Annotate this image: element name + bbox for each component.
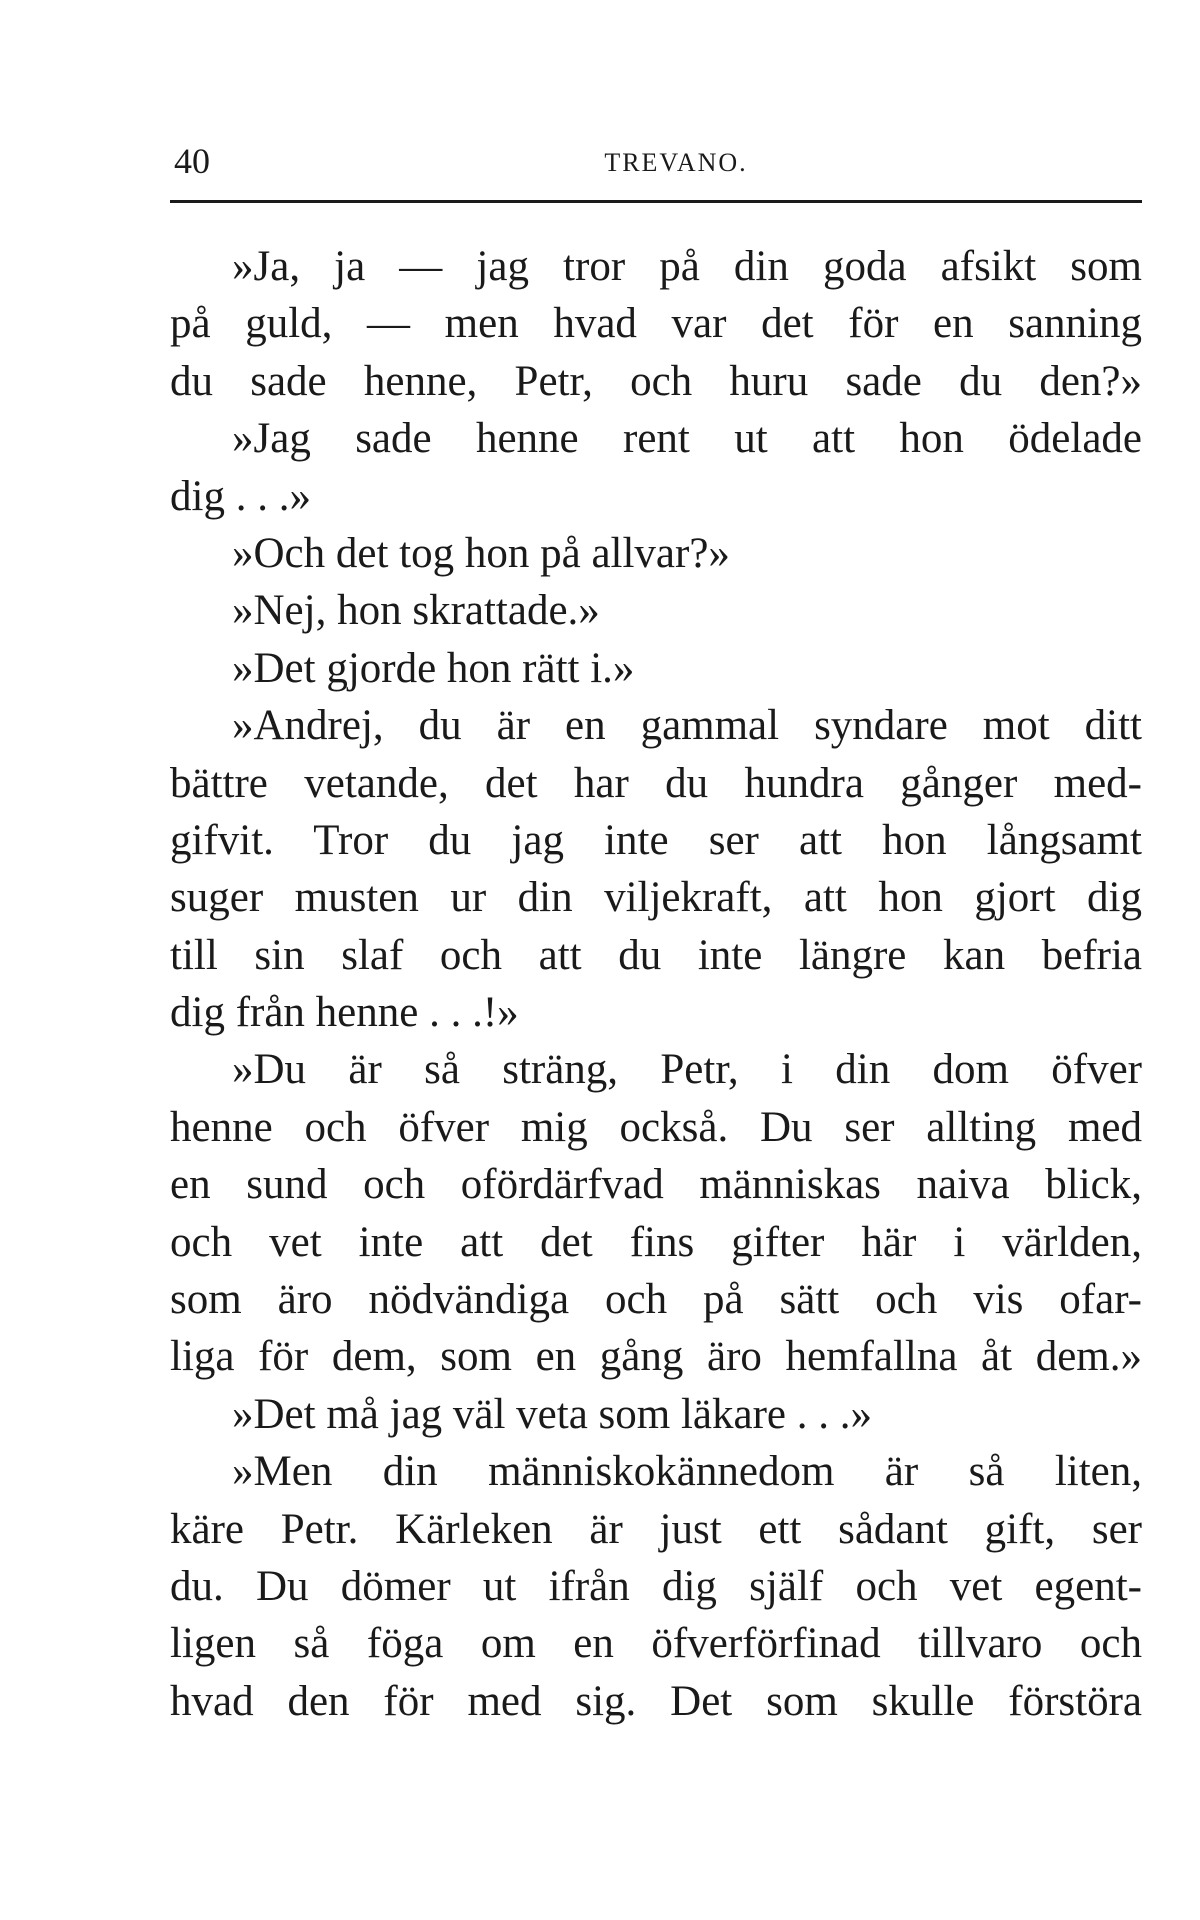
text-line: »Nej, hon skrattade.» <box>232 587 600 635</box>
text-line: du. Du dömer ut ifrån dig själf och vet egent- <box>170 1562 1142 1610</box>
text-line: »Det gjorde hon rätt i.» <box>232 644 635 692</box>
text-line: »Ja, ja — jag tror på din goda afsikt som <box>232 243 1142 290</box>
text-line: »Jag sade henne rent ut att hon ödelade <box>232 415 1142 463</box>
text-line: hvad den för med sig. Det som skulle förstöra <box>170 1677 1142 1725</box>
body-text <box>170 238 1142 1730</box>
text-line: och vet inte att det fins gifter här i världen, <box>170 1218 1142 1266</box>
text-line: henne och öfver mig också. Du ser allting med <box>170 1103 1142 1151</box>
text-line: suger musten ur din viljekraft, att hon gjort dig <box>170 874 1142 922</box>
text-line: som äro nödvändiga och på sätt och vis ofar- <box>170 1276 1142 1324</box>
text-line: dig . . .» <box>170 472 311 520</box>
text-line: käre Petr. Kärleken är just ett sådant gift, ser <box>170 1505 1142 1553</box>
text-line: du sade henne, Petr, och huru sade du den?» <box>170 357 1142 405</box>
text-line: på guld, — men hvad var det för en sanning <box>170 300 1142 348</box>
text-line: liga för dem, som en gång äro hemfallna åt dem.» <box>170 1333 1142 1381</box>
text-line: ligen så föga om en öfverförfinad tillvaro och <box>170 1620 1142 1668</box>
text-line: en sund och ofördärfvad människas naiva blick, <box>170 1161 1142 1209</box>
text-line: »Du är så sträng, Petr, i din dom öfver <box>232 1046 1142 1094</box>
text-line: till sin slaf och att du inte längre kan befria <box>170 931 1142 979</box>
text-line: »Andrej, du är en gammal syndare mot ditt <box>232 702 1142 750</box>
text-line: »Men din människokännedom är så liten, <box>232 1448 1142 1496</box>
text-line: »Det må jag väl veta som läkare . . .» <box>232 1390 873 1438</box>
running-head: TREVANO. <box>604 148 748 177</box>
header-rule <box>170 200 1142 203</box>
text-line: »Och det tog hon på allvar?» <box>232 529 730 577</box>
text-line: bättre vetande, det har du hundra gånger med- <box>170 759 1142 807</box>
text-line: gifvit. Tror du jag inte ser att hon långsamt <box>170 816 1142 864</box>
page-header <box>170 138 1142 184</box>
page-number: 40 <box>174 141 210 181</box>
text-line: dig från henne . . .!» <box>170 989 519 1037</box>
